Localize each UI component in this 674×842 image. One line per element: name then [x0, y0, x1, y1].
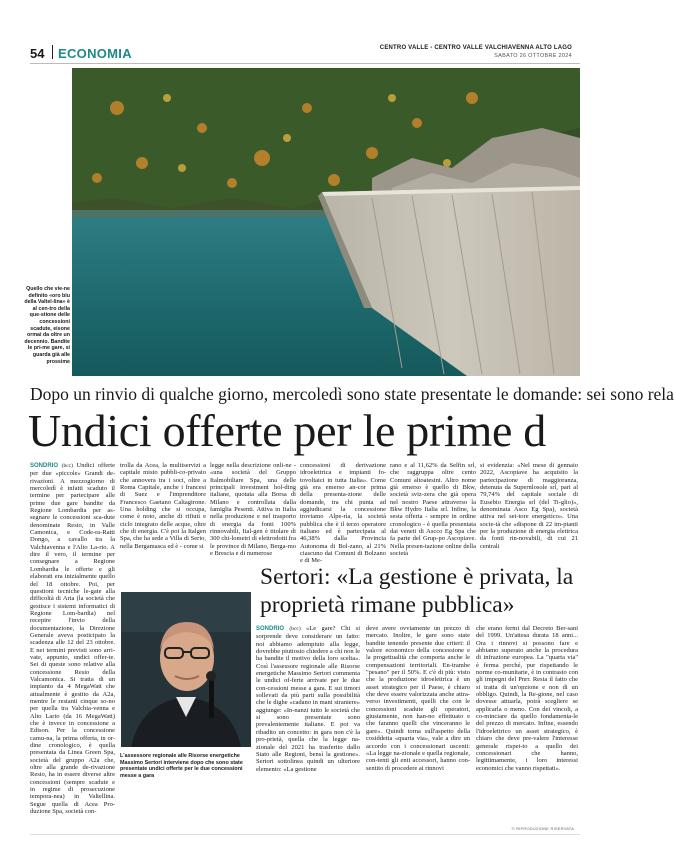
interview-title: Sertori: «La gestione è privata, la proprietà rimane pubblica» [260, 564, 574, 618]
header-divider [52, 45, 53, 59]
article-column-1-text: Undici offerte per due «piccole» Grandi de-rivazioni. A mezzogiorno di mercoledì è infatti scaduto il termine per partecipare alle prime due gare bandite da Regione Lombardia per as-segnare le concessioni sca-dute denominate Resio, in Valle Camonica, e Code-ra-Ratti Dongo, a cavallo tra la Valchiavenna e l'Alto La-rio. A dire il vero, il termine per consegnare a Regione Lombardia le offerte e gli elaborati era inizialmente quello del 18 ottobre. Poi, per questioni tecniche le-gate alla difficoltà di Aria (la società che gestisce i sistemi informatici di Regione Lom-bardia) nel recepire l'invio della documentazione, la Direzione Generale aveva posticipato la scadenza alle 12 del 23 ottobre. E nei termini previsti sono arri-vate, appunto, undici offer-te. Sei di queste sono relative alla concessione Resio della Valcamonica. Si tratta di un impianto da 4 MegaWatt che attualmente è gestito da A2a, mentre le restanti cinque so-no per quella tra Valchia-venna e Alto Lario (da 16 MegaWatt) che è invece in concessione a Edison. Per la concessione camu-na, la prima offerta, in or-dine cronologico, è quella presentata da Linea Green Spa, società del gruppo A2a che, oltre alla grande de-rivazione Resio, ha in essere diverse altre concessioni (sempre scadute e in regime di prosecuzione tempora-nea) in Valtellina. Segue quella di Acea Pro-duzione Spa, società con- [30, 462, 115, 816]
page-number: 54 [30, 46, 45, 61]
article-column-5: rano e al 11,62% da Selfin srl, che raggruppa oltre cento Comuni altoatesini. Altro nome già emerso è quello di Bkw, società sviz-zera che già opera nel nostro Paese attraverso la Bkw Hydro Italia srl. Infine, la sesta offerta - sempre in ordine cronologico - è quella presentata dai veneti di Ascco Eg Spa che fa parte del Grup-po Ascopiave. Nella presen-tazione online della società [390, 462, 476, 558]
article-dateline-location: (bcc) [61, 463, 73, 469]
interview-column-3: che erano fermi dal Decreto Ber-sani del 1999. Un'attesa durata 18 anni... Ora i rinnovi si possono fare e abbiamo superato anche la procedura di infrazione europea. La "quarta via" è ferma perché, pur rispettando le norme co-munitarie, è in contrasto con gli impegni del Pnrr. Resta il fatto che si tratta di un'opzione e non di un obbligo. Quindi, la Re-gione, nel caso dovesse attuarla, potrà scegliere se applicarla o meno. Con dei vincoli, a co-minciare da quello fondamenta-le del prezzo di mercato. Infine, essendo l'idroelettrico un asset strategico, è chiaro che deve pre-valere l'interesse generale rispet-to a quello dei concessionari che hanno, legittimamente, i loro interessi economici che vanno rispettati». [476, 625, 578, 772]
publication-date: SABATO 26 OTTOBRE 2024 [494, 53, 572, 59]
reproduction-notice: © RIPRODUZIONE RISERVATA [511, 826, 574, 831]
publication-name: CENTRO VALLE - CENTRO VALLE VALCHIAVENNA ALTO LAGO [379, 45, 572, 51]
sertori-portrait [121, 592, 251, 747]
portrait-caption: L'assessore regionale alle Risorse energetiche Massimo Sertori interviene dopo che sono state presentate undici offerte per le due concessioni messe a gara [120, 753, 243, 779]
interview-column-2: deve avere ovviamente un prezzo di mercato. Inoltre, le gare sono state bandite tenendo presente due criteri: il valore economico della concessione e la progettualità che comporta anche le compensazioni territoriali. En-trambe "pesano" per il 50%. E c'è di più: visto che la produzione idroelettrica è un asset strategico per il Paese, è chiaro che deve essere valorizzata anche attra-verso investimenti, quelli che con le concessioni scadute gli operatori, giustamente, non han-no effettuato e che faranno quelli che vinceranno le gare». Quindi torna sull'aspetto della cosiddetta «quarta via», vale a dire un accordo con i concessionari uscenti: «La legge na-zionale e quella regionale, con-tenti gli enti accessori, hanno con-sentito di procedere ai rinnovi [366, 625, 470, 772]
header-rule [30, 63, 580, 64]
article-column-4: concessioni di derivazione idroelettrica e impianti fo-tovoltaici in tutta Italia». Come già era emerso an-cor prima della presenta-zione delle domande, tra chi punta ad aggiudicarsi la concessione troviamo Alpe-rìa, la società pubblica che è il terzo operatore italiano ed è partecipata al 46,38% dalla Provincia Autonoma di Bol-zano, al 21% ciascuno dai Comuni di Bolzano e di Me- [300, 462, 386, 565]
article-column-6: si evidenzia: «Nel mese di gennaio 2022, Ascopiave ha acquisito la partecipazione di maggioranza, detenuta da Supernlosole srl, pari al 79,74% del capitale sociale di Eusebio Energia srl (del Ti-glio)», denominata Asco Eg Spa), società attiva nel set-tore energetico». Una socie-tà che «dispone di 22 im-pianti per la produzione di energia elettrica da fonti rin-novabili, di cui 21 centrali [480, 462, 578, 550]
dam-photo [72, 68, 580, 376]
article-kicker: Dopo un rinvio di qualche giorno, mercoledì sono state presentate le domande: sei sono rela [30, 384, 674, 404]
article-column-1 [30, 462, 115, 830]
photo-caption: Quello che vie-ne definito «oro blu della Valtel-lina» è al cen-tro della que-stione delle concessioni scadute, eisone ormai da oltre un decennio. Bandite le pri-me gare, si guarda già alle prossime [24, 286, 70, 365]
section-title: ECONOMIA [58, 46, 132, 61]
article-column-3: legge nella descrizione onli-ne - «una società del Gruppo Italmobiliare Spa, una delle principali investment hol-ding italiane, quotata alla Borsa di Milano e controllata dalla famiglia Pesenti. Attiva in Italia nella produzione e nel trasporto di energia da fonti 100% rinnovabili, Ital-gen è titolare di 300 chi-lometri di elettrodotti fra le province di Milano, Berga-mo e Brescia e di numerose [210, 462, 296, 558]
interview-dateline-location: (bcc) [289, 626, 301, 632]
footer-rule [30, 834, 580, 835]
article-title: Undici offerte per le prime d [28, 405, 546, 456]
interview-column-1 [256, 625, 360, 830]
interview-dateline-tag: SONDRIO [256, 626, 285, 632]
article-column-2: trolla da Acea, la multiservizi a capitale misto pubbli-co-privato che annovera tra i soci, oltre a Roma Capitale, anche i francesi di Suez e l'imprenditore Francesco Gaetano Caltagirone. Una holding che si occupa, come è noto, anche di rifiuti e ciclo integrato delle acque, oltre che di energia. C'è poi la Italgen Spa, che ha sede a Villa di Serio, nella Bergamasca ed è - come si [120, 462, 206, 550]
article-dateline-tag: SONDRIO [30, 463, 59, 469]
interview-column-1-text: «Le gare? Chi si sorprende deve considerare un fatto: noi abbiamo adempiuto alla legge, dovrebbe piuttosto chiedere a chi non le ha bandite il motivo della loro scelta». Così l'assessore regionale alle Risorse energetiche Massimo Sertori commenta le undici of-ferte arrivate per le due con-cessioni messe a gara. E sui timori sollevati da più parti sulla possibilità che le dighe «cadano in mani straniere» aggiunge: «In-nanzi tutto le società che si sono presentate sono prevalentemente italiane. E poi va ribadito un concetto: in gara non c'è la pro-prietà, quella che la legge na-zionale del 2021 ha trasferito dallo Stato alle Regioni, bensì la gestione». Sertori sottolinea quindi un ulteriore elemento: «La gestione [256, 625, 360, 773]
